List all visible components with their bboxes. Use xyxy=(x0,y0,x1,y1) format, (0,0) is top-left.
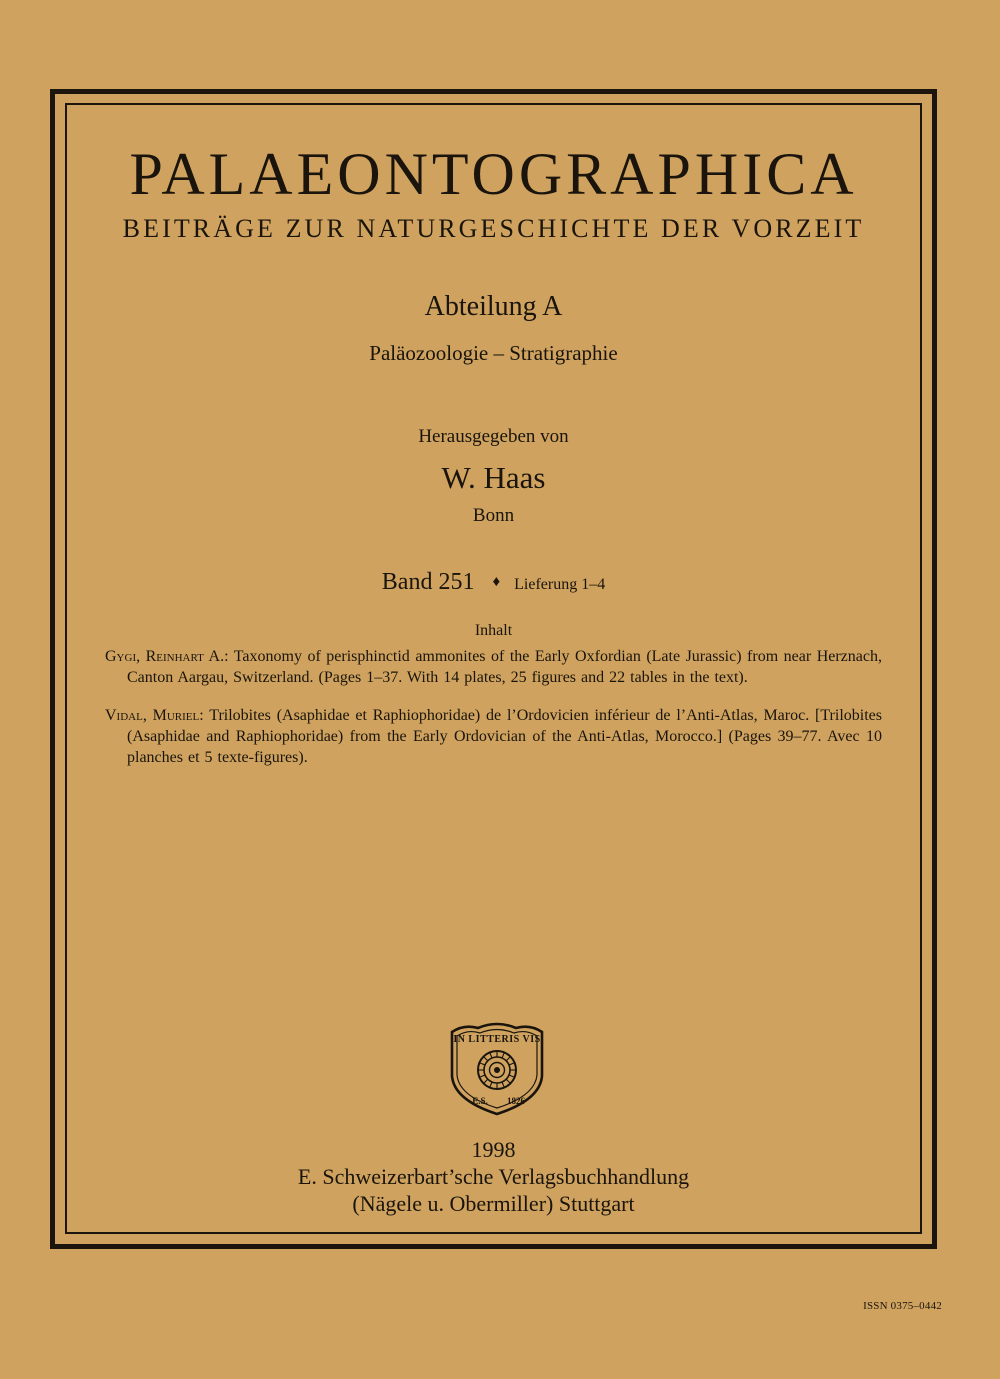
editor-label: Herausgegeben von xyxy=(418,426,569,447)
volume-band: Band 251 xyxy=(381,569,475,595)
volume-line xyxy=(65,566,922,601)
entry-text: Trilobites (Asaphidae et Raphiophoridae) de l’Ordovicien inférieur de l’Anti-Atlas, Maroc. [Trilobites (Asaphidae and Raphiophoridae) from the Early Ordovician of the Anti-Atlas, Morocco.] (Pages 39–77. Avec 10 planches et 5 texte-figures). xyxy=(127,707,882,766)
publisher-seal xyxy=(444,1018,550,1118)
contents-entry xyxy=(105,705,882,768)
diamond-icon: ♦ xyxy=(492,574,501,590)
editor-name: W. Haas xyxy=(441,460,546,495)
svg-text:E.S.: E.S. xyxy=(472,1096,488,1106)
issn-number: ISSN 0375–0442 xyxy=(863,1300,942,1312)
editor-city: Bonn xyxy=(472,505,515,526)
volume-lieferung: Lieferung 1–4 xyxy=(514,576,606,593)
contents-label: Inhalt xyxy=(474,622,513,639)
section-name: Abteilung A xyxy=(424,291,563,322)
publisher-name: E. Schweizerbart’sche Verlagsbuchhandlung xyxy=(297,1164,690,1189)
ammonite-seal-icon xyxy=(444,1018,550,1118)
journal-subtitle: BEITRÄGE ZUR NATURGESCHICHTE DER VORZEIT xyxy=(122,214,865,243)
svg-text:1826: 1826 xyxy=(507,1096,525,1106)
section-topic: Paläozoologie – Stratigraphie xyxy=(369,341,618,365)
publication-year: 1998 xyxy=(471,1137,516,1162)
journal-title: PALAEONTOGRAPHICA xyxy=(129,141,858,207)
entry-text: Taxonomy of perisphinctid ammonites of the Early Oxfordian (Late Jurassic) from near Herznach, Canton Aargau, Switzerland. (Pages 1–37. With 14 plates, 25 figures and 22 tables in the text). xyxy=(127,648,882,686)
publisher-location: (Nägele u. Obermiller) Stuttgart xyxy=(352,1191,635,1216)
svg-text:IN LITTERIS VIS: IN LITTERIS VIS xyxy=(453,1034,541,1045)
contents-entry xyxy=(105,646,882,688)
entry-author: Gygi, Reinhart A.: xyxy=(105,648,229,665)
entry-author: Vidal, Muriel: xyxy=(105,707,204,724)
